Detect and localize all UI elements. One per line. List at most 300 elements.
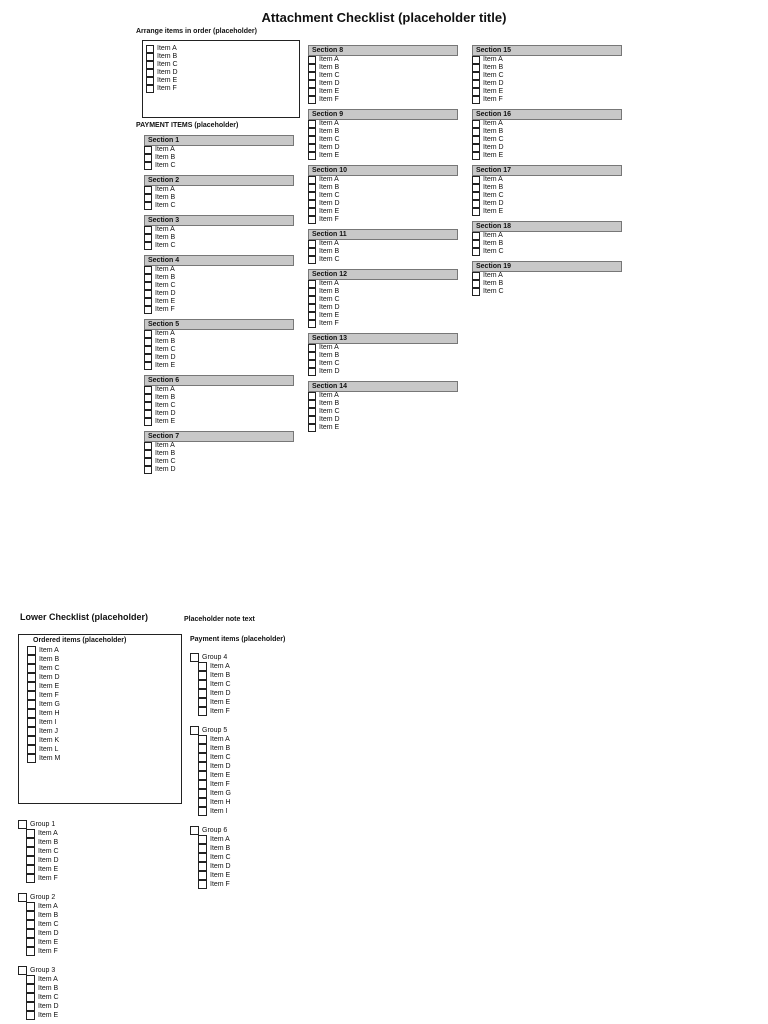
checklist-item-label: Item E [319,152,340,159]
checkbox[interactable] [308,152,316,160]
section-heading: Section 2 [144,175,294,186]
checkbox[interactable] [308,128,316,136]
checkbox[interactable] [26,874,35,883]
checkbox[interactable] [472,248,480,256]
checkbox[interactable] [144,362,152,370]
checklist-item-label: Item A [319,392,339,399]
checklist-item-label: Group 2 [30,894,56,901]
checkbox[interactable] [472,72,480,80]
checklist-item-label: Item A [39,647,59,654]
checklist-item [144,266,294,274]
checklist-item [144,154,294,162]
checkbox[interactable] [308,176,316,184]
checklist-item [308,352,458,360]
checklist-item-label: Item B [39,656,60,663]
lower-heading: Lower Checklist (placeholder) [20,612,149,622]
checklist-item-label: Item D [483,144,504,151]
checklist-item-label: Item E [483,208,504,215]
checkbox[interactable] [144,442,152,450]
checkbox[interactable] [308,248,316,256]
checklist-item-label: Item B [157,53,178,60]
checklist-item [308,120,458,128]
checkbox[interactable] [144,146,152,154]
checklist-item-label: Item A [319,120,339,127]
checklist-item [144,274,294,282]
checklist-item [190,698,360,707]
checklist-item-label: Item C [319,360,340,367]
checkbox[interactable] [144,466,152,474]
section-heading: Section 9 [308,109,458,120]
checkbox[interactable] [26,829,35,838]
checklist-item-label: Item A [38,903,58,910]
checklist-item [144,354,294,362]
checkbox[interactable] [26,847,35,856]
checkbox[interactable] [26,938,35,947]
checkbox[interactable] [198,744,207,753]
checklist-item-label: Item B [483,128,504,135]
checkbox[interactable] [308,320,316,328]
checklist-item-label: Item E [483,88,504,95]
column-2 [308,40,458,432]
checkbox[interactable] [198,844,207,853]
checkbox[interactable] [26,911,35,920]
checkbox[interactable] [144,282,152,290]
checklist-item-label: Item B [483,64,504,71]
checkbox[interactable] [190,826,199,835]
checklist-item-label: Item D [155,290,176,297]
checkbox[interactable] [198,880,207,889]
checkbox[interactable] [308,416,316,424]
section-heading: Section 14 [308,381,458,392]
checkbox[interactable] [308,80,316,88]
checkbox[interactable] [144,346,152,354]
checkbox[interactable] [146,69,154,77]
checklist-item [144,242,294,250]
checkbox[interactable] [26,856,35,865]
checkbox[interactable] [26,1011,35,1020]
section-heading: Section 16 [472,109,622,120]
checklist-item [190,853,360,862]
checkbox[interactable] [144,394,152,402]
lower-right [190,636,360,889]
checkbox[interactable] [308,144,316,152]
checkbox[interactable] [144,274,152,282]
checkbox[interactable] [27,709,36,718]
checkbox[interactable] [26,975,35,984]
section-heading: Section 8 [308,45,458,56]
section-heading: Section 1 [144,135,294,146]
checklist-item [472,240,622,248]
checklist-item-label: Item D [319,80,340,87]
checkbox[interactable] [308,352,316,360]
checkbox[interactable] [472,176,480,184]
checklist-item [146,69,296,77]
checkbox[interactable] [144,154,152,162]
checkbox[interactable] [26,838,35,847]
checklist-item [144,234,294,242]
checklist-item [144,450,294,458]
checklist-item-label: Item A [210,736,230,743]
checkbox[interactable] [308,424,316,432]
checkbox[interactable] [146,77,154,85]
checkbox[interactable] [308,344,316,352]
checklist-item [472,128,622,136]
checklist-item-label: Item C [155,282,176,289]
checkbox[interactable] [27,673,36,682]
checkbox[interactable] [308,304,316,312]
checkbox[interactable] [146,85,154,93]
checkbox[interactable] [198,835,207,844]
checklist-item [472,192,622,200]
checklist-item [18,1011,178,1020]
checkbox[interactable] [308,200,316,208]
checkbox[interactable] [144,290,152,298]
checkbox[interactable] [198,680,207,689]
checklist-item-label: Item C [483,288,504,295]
checkbox[interactable] [144,330,152,338]
checkbox[interactable] [27,736,36,745]
checklist-item [144,402,294,410]
checkbox[interactable] [144,338,152,346]
checkbox[interactable] [308,408,316,416]
section-heading: Section 17 [472,165,622,176]
checklist-item-label: Item B [319,128,340,135]
checkbox[interactable] [144,226,152,234]
checklist-item-label: Item A [483,120,503,127]
checklist-item-label: Group 1 [30,821,56,828]
checkbox[interactable] [144,186,152,194]
checklist-item [308,288,458,296]
checkbox[interactable] [198,762,207,771]
checkbox[interactable] [27,745,36,754]
checklist-item [190,762,360,771]
checklist-item [308,312,458,320]
checkbox[interactable] [472,56,480,64]
checkbox[interactable] [18,966,27,975]
checkbox[interactable] [308,96,316,104]
checklist-item-label: Item G [210,790,232,797]
checklist-item-label: Item F [319,96,339,103]
checkbox[interactable] [308,184,316,192]
checkbox[interactable] [198,662,207,671]
checkbox[interactable] [472,192,480,200]
checklist-item [308,144,458,152]
checklist-item-label: Item C [155,346,176,353]
checkbox[interactable] [26,929,35,938]
checkbox[interactable] [144,410,152,418]
checklist-item [472,64,622,72]
checkbox[interactable] [27,727,36,736]
checkbox[interactable] [198,753,207,762]
checklist-item [144,442,294,450]
checkbox[interactable] [26,920,35,929]
checklist-item [144,418,294,426]
checkbox[interactable] [27,700,36,709]
checklist-item-label: Item B [483,240,504,247]
section-heading: Section 19 [472,261,622,272]
checkbox[interactable] [146,61,154,69]
checkbox[interactable] [472,232,480,240]
checklist-item-label: Item F [319,320,339,327]
checkbox[interactable] [472,144,480,152]
checkbox[interactable] [26,902,35,911]
checkbox[interactable] [472,152,480,160]
checkbox[interactable] [472,64,480,72]
checkbox[interactable] [144,386,152,394]
checkbox[interactable] [144,162,152,170]
checklist-item [190,662,360,671]
checklist-item [27,718,173,727]
checklist-item-label: Item C [39,665,60,672]
checklist-item-label: Item E [319,424,340,431]
lower-left-head: Ordered items (placeholder) [33,637,127,644]
checkbox[interactable] [308,72,316,80]
checklist-item-label: Item C [319,136,340,143]
checklist-item [18,929,178,938]
checklist-item [472,208,622,216]
checkbox[interactable] [144,194,152,202]
checkbox[interactable] [144,418,152,426]
checklist-item-label: Item A [210,836,230,843]
checklist-item [27,745,173,754]
checklist-item [190,844,360,853]
checkbox[interactable] [144,234,152,242]
checklist-item-label: Item H [39,710,60,717]
checklist-item-label: Item E [319,208,340,215]
checklist-item [144,466,294,474]
checkbox[interactable] [198,698,207,707]
checkbox[interactable] [308,288,316,296]
checklist-item [308,136,458,144]
checkbox[interactable] [472,272,480,280]
checkbox[interactable] [146,53,154,61]
lower-left-list [19,646,181,763]
checkbox[interactable] [144,354,152,362]
checkbox[interactable] [26,865,35,874]
checklist-item-label: Item I [210,808,228,815]
checklist-item [18,829,178,838]
checklist-item [472,96,622,104]
checklist-item [308,320,458,328]
checkbox[interactable] [472,120,480,128]
checkbox[interactable] [308,400,316,408]
checklist-item-label: Item E [483,152,504,159]
checkbox[interactable] [26,984,35,993]
checklist-item [18,938,178,947]
checklist-item [308,368,458,376]
checklist-item [144,330,294,338]
checklist-item [190,771,360,780]
checklist-item-label: Item A [155,146,175,153]
checkbox[interactable] [472,280,480,288]
checklist-item-label: Item B [155,194,176,201]
checkbox[interactable] [308,208,316,216]
checkbox[interactable] [472,184,480,192]
checkbox[interactable] [198,780,207,789]
top-box-list [143,41,299,97]
checkbox[interactable] [27,664,36,673]
checkbox[interactable] [144,298,152,306]
checklist-item [27,673,173,682]
checkbox[interactable] [198,707,207,716]
checkbox[interactable] [472,128,480,136]
checkbox[interactable] [198,735,207,744]
section-heading: Section 7 [144,431,294,442]
checklist-item [146,77,296,85]
checkbox[interactable] [308,56,316,64]
checklist-item [308,304,458,312]
checklist-item [308,152,458,160]
checkbox[interactable] [146,45,154,53]
checklist-item-label: Item C [483,136,504,143]
checkbox[interactable] [27,754,36,763]
checkbox[interactable] [198,689,207,698]
checklist-item-label: Item D [39,674,60,681]
checkbox[interactable] [144,242,152,250]
checklist-item-label: Item B [210,672,231,679]
checklist-item [144,306,294,314]
checklist-item-label: Group 3 [30,967,56,974]
checkbox[interactable] [472,288,480,296]
checklist-item [472,80,622,88]
section-heading: Section 3 [144,215,294,226]
checkbox[interactable] [27,646,36,655]
checklist-item-label: Item D [483,80,504,87]
checklist-item-label: Item B [483,280,504,287]
checkbox[interactable] [144,202,152,210]
checkbox[interactable] [144,402,152,410]
checklist-item [27,691,173,700]
checklist-item-label: Item D [319,200,340,207]
checkbox[interactable] [308,256,316,264]
checkbox[interactable] [308,88,316,96]
checkbox[interactable] [472,208,480,216]
section-heading: Section 11 [308,229,458,240]
checklist-item-label: Item C [319,72,340,79]
group-heading [190,826,360,835]
checkbox[interactable] [308,312,316,320]
checkbox[interactable] [308,216,316,224]
group-heading [18,966,178,975]
checkbox[interactable] [27,682,36,691]
checkbox[interactable] [472,200,480,208]
checkbox[interactable] [26,947,35,956]
checklist-item [144,386,294,394]
checkbox[interactable] [190,726,199,735]
checklist-item [190,707,360,716]
checklist-item [144,194,294,202]
checkbox[interactable] [472,96,480,104]
checklist-item-label: Item F [39,692,59,699]
checkbox[interactable] [27,691,36,700]
checklist-item [308,88,458,96]
checkbox[interactable] [198,798,207,807]
checklist-item-label: Item H [210,799,231,806]
checkbox[interactable] [308,192,316,200]
checkbox[interactable] [198,671,207,680]
checklist-item-label: Item C [155,162,176,169]
checkbox[interactable] [18,893,27,902]
checklist-item [144,394,294,402]
checklist-item-label: Item C [319,256,340,263]
checkbox[interactable] [27,655,36,664]
checklist-item-label: Item C [38,848,59,855]
checkbox[interactable] [144,306,152,314]
checkbox[interactable] [198,771,207,780]
checkbox[interactable] [308,392,316,400]
checklist-item-label: Item E [210,872,231,879]
section-heading: Section 15 [472,45,622,56]
checkbox[interactable] [308,360,316,368]
group-heading [18,893,178,902]
checklist-item-label: Item F [38,948,58,955]
checkbox[interactable] [198,862,207,871]
checklist-item-label: Item C [483,72,504,79]
checklist-item [190,671,360,680]
checklist-item [18,874,178,883]
checkbox[interactable] [198,789,207,798]
checkbox[interactable] [26,1002,35,1011]
checklist-item-label: Item A [155,226,175,233]
checkbox[interactable] [472,136,480,144]
checkbox[interactable] [144,266,152,274]
checklist-item [18,947,178,956]
checkbox[interactable] [27,718,36,727]
checkbox[interactable] [18,820,27,829]
checklist-item [27,655,173,664]
checkbox[interactable] [472,80,480,88]
checklist-item [308,240,458,248]
checkbox[interactable] [190,653,199,662]
checkbox[interactable] [308,120,316,128]
checklist-item-label: Item D [155,466,176,473]
checkbox[interactable] [308,64,316,72]
checklist-item-label: Item E [319,88,340,95]
checkbox[interactable] [308,136,316,144]
checklist-item-label: Item A [319,56,339,63]
section-heading: Section 10 [308,165,458,176]
checklist-item-label: Item A [319,280,339,287]
checklist-item [308,248,458,256]
checkbox[interactable] [308,240,316,248]
checklist-item-label: Item A [38,830,58,837]
group-heading [190,726,360,735]
checklist-item [472,152,622,160]
checklist-item-label: Item F [483,96,503,103]
checklist-item-label: Item E [319,312,340,319]
checkbox[interactable] [26,993,35,1002]
checkbox[interactable] [308,296,316,304]
checklist-item [27,754,173,763]
checkbox[interactable] [198,871,207,880]
checklist-item [472,176,622,184]
checklist-item-label: Item A [319,344,339,351]
checkbox[interactable] [198,807,207,816]
checklist-item-label: Item B [319,400,340,407]
checklist-item-label: Item A [483,176,503,183]
checkbox[interactable] [308,280,316,288]
checkbox[interactable] [144,458,152,466]
checklist-item-label: Item B [38,985,59,992]
checkbox[interactable] [144,450,152,458]
checkbox[interactable] [472,88,480,96]
checkbox[interactable] [472,240,480,248]
checkbox[interactable] [308,368,316,376]
checklist-item [144,410,294,418]
checkbox[interactable] [198,853,207,862]
checklist-item-label: Item D [38,1003,59,1010]
checklist-item-label: Group 6 [202,827,228,834]
